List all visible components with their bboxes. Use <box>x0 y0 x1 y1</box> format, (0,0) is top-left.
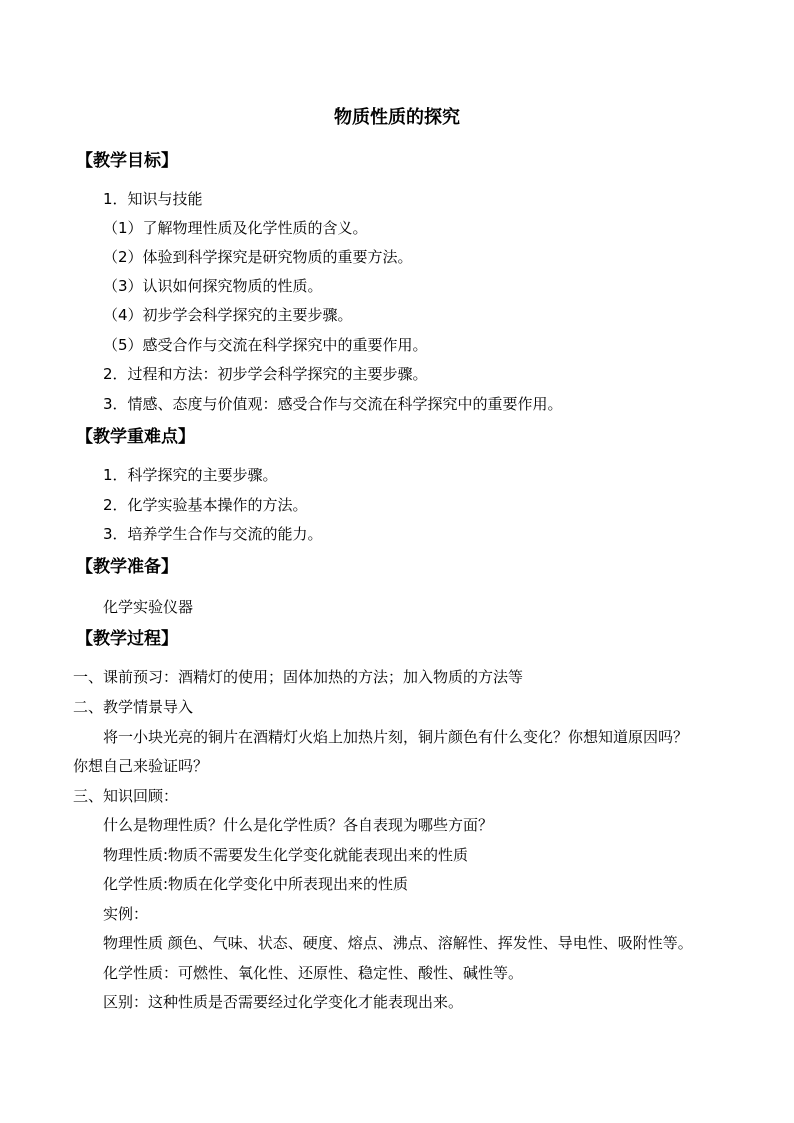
goal-item: （1）了解物理性质及化学性质的含义。 <box>103 219 368 237</box>
section-heading-key-points: 【教学重难点】 <box>76 427 195 447</box>
goal-item: 1．知识与技能 <box>103 190 203 208</box>
process-item: 区别：这种性质是否需要经过化学变化才能表现出来。 <box>103 993 464 1011</box>
goal-item: 3．情感、态度与价值观：感受合作与交流在科学探究中的重要作用。 <box>103 395 563 413</box>
preparation-item: 化学实验仪器 <box>103 598 194 616</box>
key-point-item: 1．科学探究的主要步骤。 <box>103 466 278 484</box>
process-item: 什么是物理性质？什么是化学性质？各自表现为哪些方面？ <box>103 816 494 834</box>
goal-item: （4）初步学会科学探究的主要步骤。 <box>103 306 353 324</box>
process-item: 实例： <box>103 905 149 923</box>
process-item: 二、教学情景导入 <box>73 698 194 716</box>
process-item: 化学性质:物质在化学变化中所表现出来的性质 <box>103 875 409 893</box>
section-heading-preparation: 【教学准备】 <box>76 557 178 577</box>
process-item: 三、知识回顾： <box>73 787 179 805</box>
goal-item: （5）感受合作与交流在科学探究中的重要作用。 <box>103 336 428 354</box>
process-item: 化学性质：可燃性、氧化性、还原性、稳定性、酸性、碱性等。 <box>103 964 524 982</box>
goal-item: （3）认识如何探究物质的性质。 <box>103 277 323 295</box>
goal-item: （2）体验到科学探究是研究物质的重要方法。 <box>103 248 413 266</box>
goal-item: 2．过程和方法：初步学会科学探究的主要步骤。 <box>103 365 428 383</box>
key-point-item: 3．培养学生合作与交流的能力。 <box>103 525 323 543</box>
section-heading-goals: 【教学目标】 <box>76 151 178 171</box>
key-point-item: 2．化学实验基本操作的方法。 <box>103 496 308 514</box>
process-item: 物理性质:物质不需要发生化学变化就能表现出来的性质 <box>103 846 469 864</box>
process-item: 将一小块光亮的铜片在酒精灯火焰上加热片刻，铜片颜色有什么变化？你想知道原因吗？ <box>103 728 689 746</box>
section-heading-process: 【教学过程】 <box>76 629 178 649</box>
process-item: 一、课前预习：酒精灯的使用；固体加热的方法；加入物质的方法等 <box>73 668 524 686</box>
page-title: 物质性质的探究 <box>334 107 460 128</box>
process-item: 你想自己来验证吗？ <box>73 757 209 775</box>
process-item: 物理性质 颜色、气味、状态、硬度、熔点、沸点、溶解性、挥发性、导电性、吸附性等。 <box>103 934 693 952</box>
